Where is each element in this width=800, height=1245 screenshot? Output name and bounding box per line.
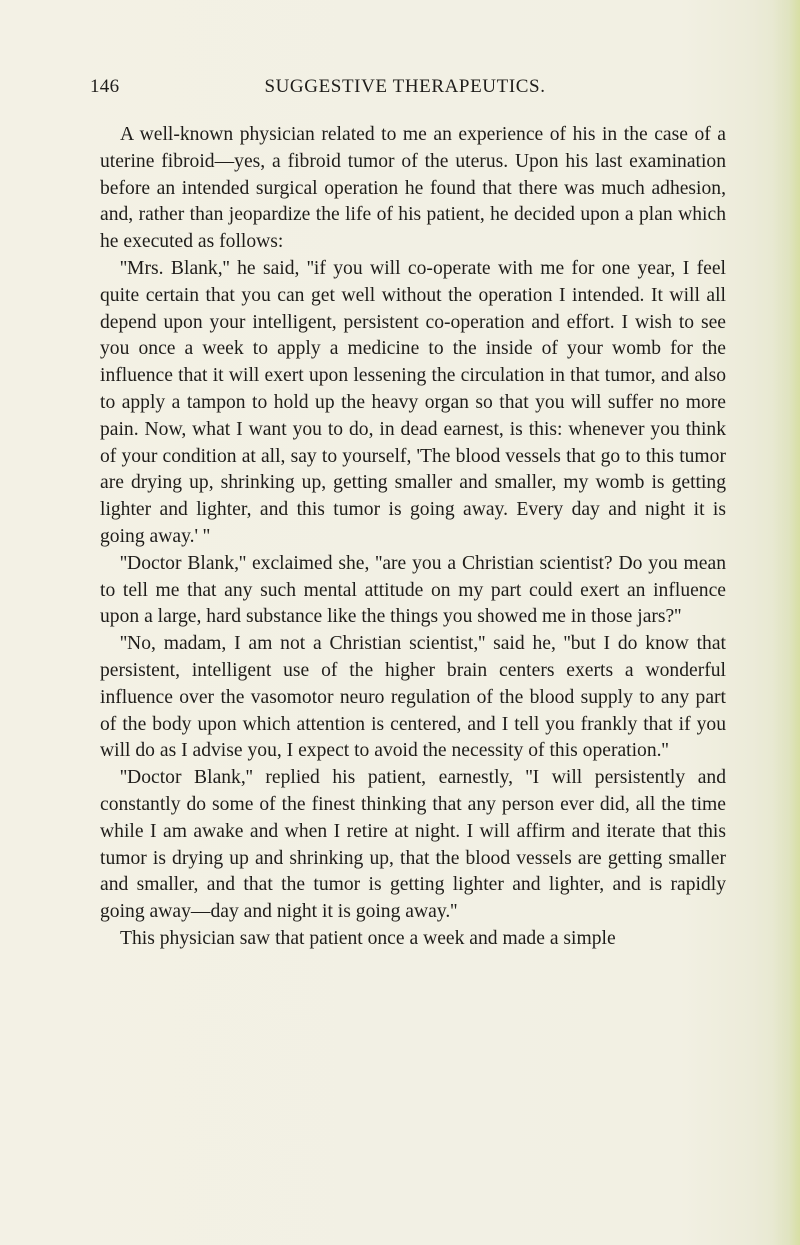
- page-edge-shading: [772, 0, 800, 1245]
- paragraph-2: ''Mrs. Blank,'' he said, ''if you will co-operate with me for one year, I feel quite certain that you can get well without the operation I intended. It will all depend upon your intelligent, persistent co-operation and effort. I wish to see you once a week to apply a medicine to the inside of your womb for the influence that it will exert upon lessening the circulation in that tumor, and also to apply a tampon to hold up the heavy organ so that you will suffer no more pain. Now, what I want you to do, in dead earnest, is this: whenever you think of your condition at all, say to yourself, 'The blood vessels that go to this tumor are drying up, shrinking up, getting smaller and smaller, my womb is getting lighter and lighter, and this tumor is going away. Every day and night it is going away.' '': [100, 257, 726, 547]
- page-number: 146: [90, 76, 120, 97]
- paragraph-4: ''No, madam, I am not a Christian scientist,'' said he, ''but I do know that persistent, intelligent use of the higher brain centers exerts a wonderful influence over the vasomotor neuro regulation of the blood supply to any part of the body upon which attention is centered, and I tell you frankly that if you will do as I advise you, I expect to avoid the necessity of this operation.'': [100, 633, 726, 762]
- running-head: SUGGESTIVE THERAPEUTICS.: [264, 76, 546, 97]
- paragraph-5: ''Doctor Blank,'' replied his patient, earnestly, ''I will persistently and constantly do some of the finest thinking that any person ever did, all the time while I am awake and when I retire at night. I will affirm and iterate that this tumor is drying up and shrinking up, that the blood vessels are getting smaller and smaller, and that the tumor is getting lighter and lighter, and is rapidly going away—day and night it is going away.'': [100, 767, 726, 923]
- paragraph-6: This physician saw that patient once a week and made a simple: [120, 927, 616, 949]
- body-text: [100, 122, 726, 953]
- paragraph-3: ''Doctor Blank,'' exclaimed she, ''are you a Christian scientist? Do you mean to tell me that any such mental attitude on my part could exert an influence upon a large, hard substance like the things you showed me in those jars?'': [100, 552, 726, 628]
- paragraph-1: A well-known physician related to me an experience of his in the case of a uterine fibroid—yes, a fibroid tumor of the uterus. Upon his last examination before an intended surgical operation he found that there was much adhesion, and, rather than jeopardize the life of his patient, he decided upon a plan which he executed as follows:: [100, 124, 726, 253]
- page-header: [90, 76, 720, 100]
